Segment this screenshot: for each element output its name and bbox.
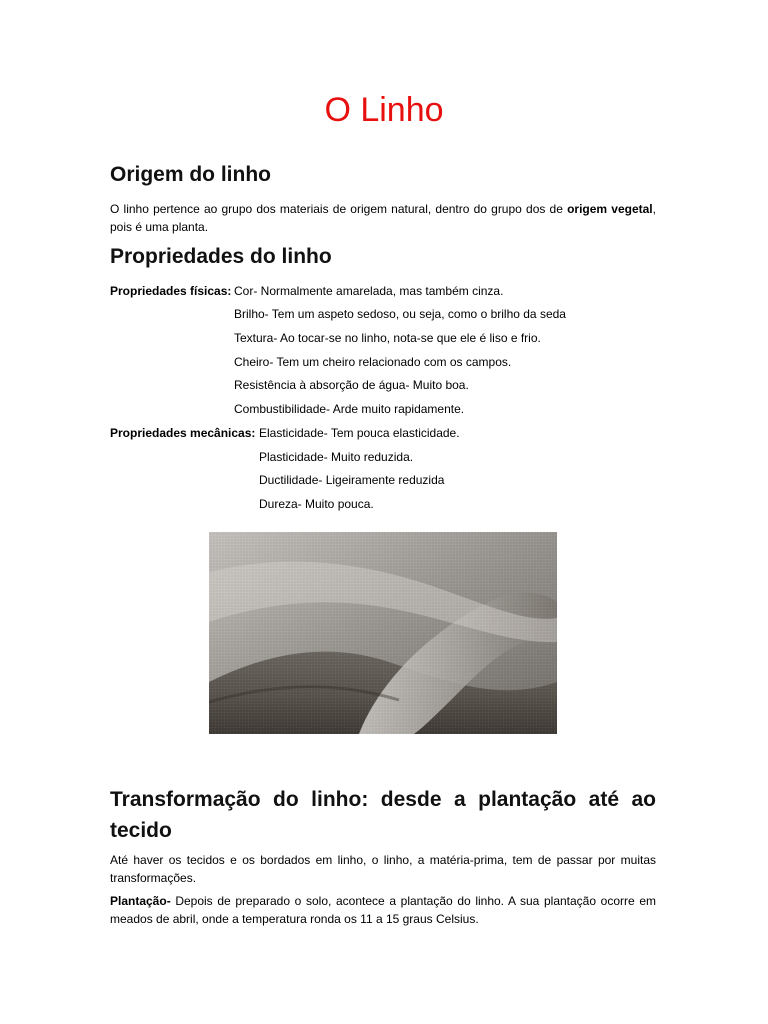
mechanical-item: Dureza- Muito pouca. <box>259 497 374 511</box>
document-title: O Linho <box>324 91 444 129</box>
physical-item: Brilho- Tem um aspeto sedoso, ou seja, como o brilho da seda <box>234 307 566 321</box>
physical-item: Cor- Normalmente amarelada, mas também cinza. <box>234 284 504 298</box>
paragraph-origin <box>110 200 656 236</box>
origin-text-after: , pois é uma planta. <box>110 202 656 234</box>
physical-item: Cheiro- Tem um cheiro relacionado com os campos. <box>234 355 512 369</box>
plantation-label: Plantação- <box>110 894 171 908</box>
origin-bold-text: origem vegetal <box>567 202 653 216</box>
mechanical-item: Plasticidade- Muito reduzida. <box>259 450 414 464</box>
linen-fabric-photo <box>209 532 557 734</box>
paragraph-transformation-intro: Até haver os tecidos e os bordados em linho, o linho, a matéria-prima, tem de passar por muitas transformações. <box>110 853 656 885</box>
physical-properties-label <box>110 282 231 300</box>
mechanical-item: Ductilidade- Ligeiramente reduzida <box>259 473 445 487</box>
heading-transformation: Transformação do linho: desde a plantação até ao tecido <box>110 788 656 842</box>
origin-text-before: O linho pertence ao grupo dos materiais de origem natural, dentro do grupo dos de <box>110 202 568 216</box>
physical-item: Combustibilidade- Arde muito rapidamente. <box>234 402 465 416</box>
linen-fabric-image <box>209 532 557 734</box>
physical-item: Resistência à absorção de água- Muito boa. <box>234 378 469 392</box>
heading-properties: Propriedades do linho <box>110 245 332 268</box>
heading-origin: Origem do linho <box>110 163 271 186</box>
mechanical-label-text: Propriedades mecânicas: <box>110 426 256 440</box>
mechanical-properties-label <box>110 424 255 442</box>
paragraph-plantation <box>110 892 656 928</box>
physical-item: Textura- Ao tocar-se no linho, nota-se que ele é liso e frio. <box>234 331 541 345</box>
mechanical-item: Elasticidade- Tem pouca elasticidade. <box>259 426 460 440</box>
physical-label-text: Propriedades físicas: <box>110 284 232 298</box>
plantation-text: Depois de preparado o solo, acontece a plantação do linho. A sua plantação ocorre em meados de abril, onde a temperatura ronda os 11 a 15 graus Celsius. <box>110 894 656 926</box>
